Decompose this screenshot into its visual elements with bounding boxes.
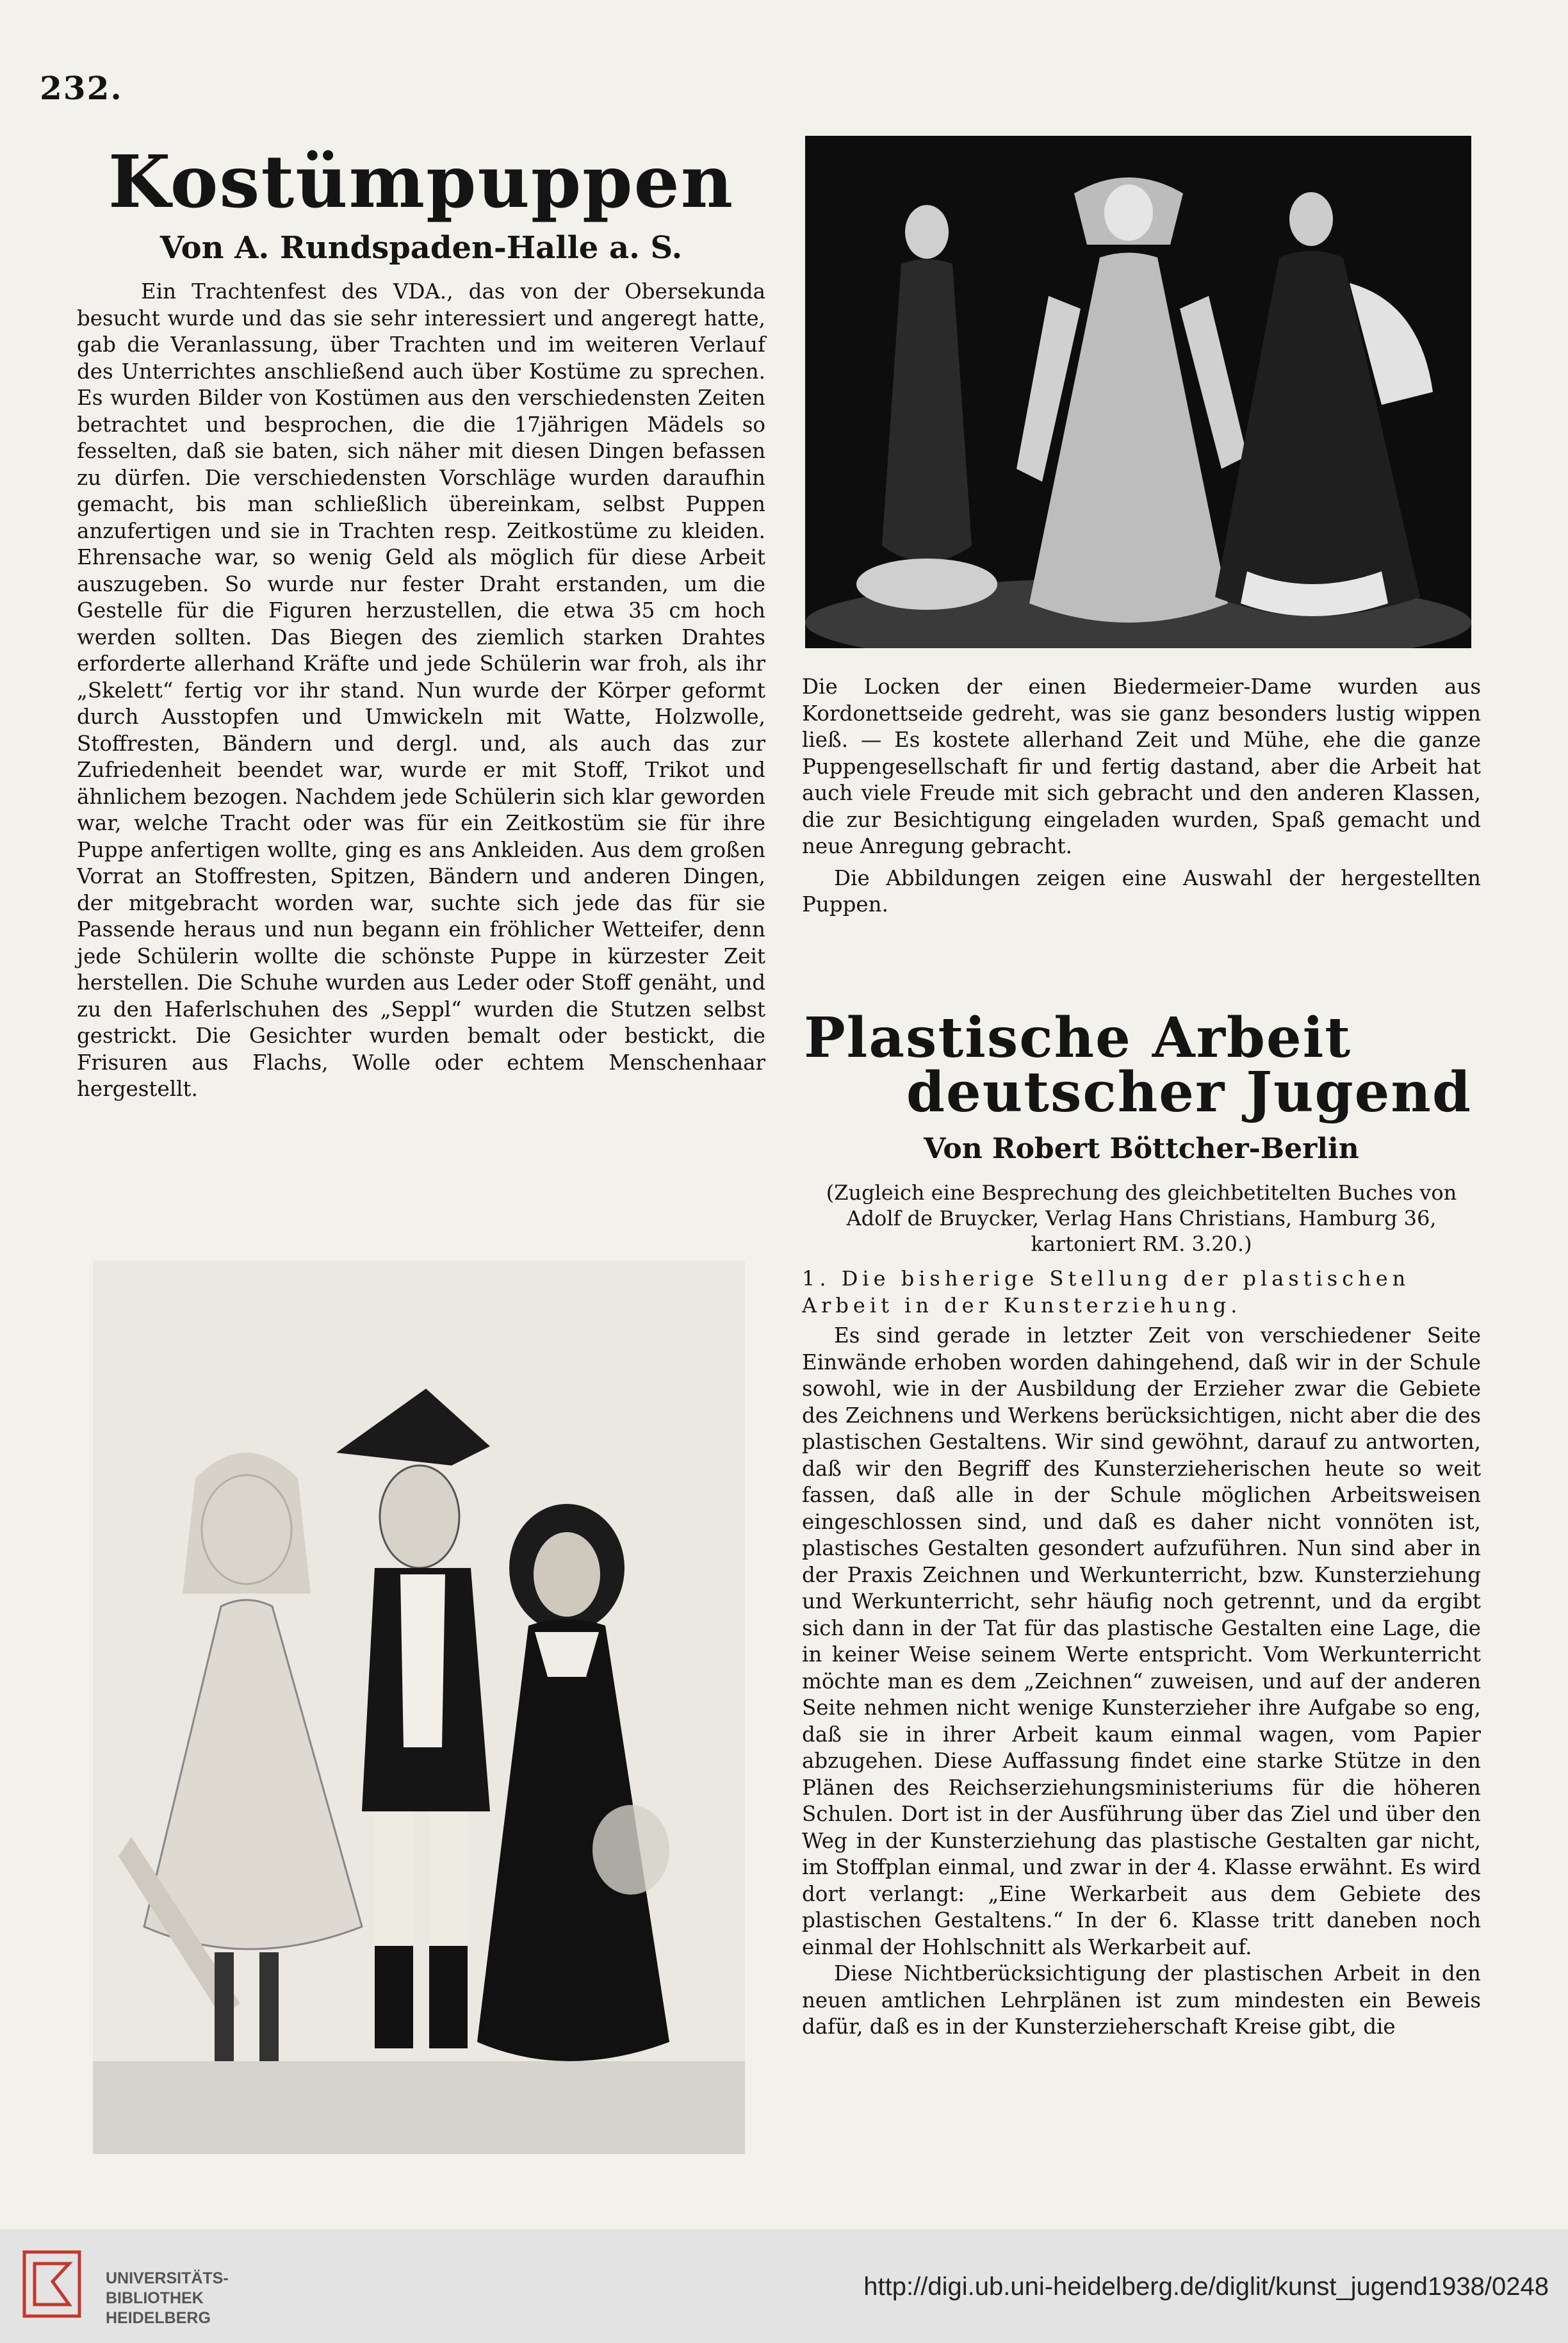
university-logo xyxy=(19,2248,229,2327)
article-kostuempuppen-continuation xyxy=(802,674,1481,918)
article-author: Von A. Rundspaden-Halle a. S. xyxy=(159,230,683,266)
doll-photo-graphic xyxy=(805,136,1471,648)
library-name-line2: BIBLIOTHEK xyxy=(106,2289,204,2307)
continuation-paragraph: Die Locken der einen Biedermeier-Dame wurden aus Kordonettseide gedreht, was sie ganz besonders lustig wippen ließ. — Es kostete allerhand Zeit und Mühe, ehe die ganze Puppengesellschaft fir und fertig dastand, aber die Arbeit hat auch viele Freude mit sich gebracht und den anderen Klassen, die zur Besichtigung eingeladen wurden, Spaß gemacht und neue Anregung gebracht. xyxy=(802,674,1481,858)
article2-paragraph: Diese Nichtberücksichtigung der plastischen Arbeit in den neuen amtlichen Lehrplänen ist zum mindesten ein Beweis dafür, daß es in der Kunsterzieherschaft Kreise gibt, die xyxy=(802,1961,1481,2039)
page-number: 232. xyxy=(40,69,123,107)
doll-photo-graphic xyxy=(93,1261,745,2154)
library-name xyxy=(106,2269,229,2328)
article-paragraph: Ein Trachtenfest des VDA., das von der Obersekunda besucht wurde und das sie sehr interessiert und angeregt hatte, gab die Veranlassung, über Trachten und im weiteren Verlauf des Unterrichtes anschließend auch über Kostüme zu sprechen. Es wurden Bilder von Kostümen aus den verschiedensten Zeiten betrachtet und besprochen, die die 17jährigen Mädels so fesselten, daß sie baten, sich näher mit diesen Dingen befassen zu dürfen. Die verschiedensten Vorschläge wurden daraufhin gemacht, bis man schließlich übereinkam, selbst Puppen anzufertigen und sie in Trachten resp. Zeitkostüme zu kleiden. Ehrensache war, so wenig Geld als möglich für diese Arbeit auszugeben. So wurde nur fester Draht erstanden, um die Gestelle für die Figuren herzustellen, die etwa 35 cm hoch werden sollten. Das Biegen des ziemlich starken Drahtes erforderte allerhand Kräfte und jede Schülerin war froh, als ihr „Skelett“ fertig vor ihr stand. Nun wurde der Körper geformt durch Ausstopfen und Umwickeln mit Watte, Holzwolle, Stoffresten, Bändern und dergl. und, als auch das zur Zufriedenheit beendet war, wurde er mit Stoff, Trikot und ähnlichem bezogen. Nachdem jede Schülerin sich klar geworden war, welche Tracht oder was für ein Zeitkostüm sie für ihre Puppe anfertigen wollte, ging es ans Ankleiden. Aus dem großen Vorrat an Stoffresten, Spitzen, Bändern und anderen Dingen, der mitgebracht worden war, suchte sich jede das für sie Passende heraus und nun begann ein fröhlicher Wetteifer, denn jede Schülerin wollte die schönste Puppe in kürzester Zeit herstellen. Die Schuhe wurden aus Leder oder Stoff genäht, und zu den Haferlschuhen des „Seppl“ wurden die Stutzen selbst gestrickt. Die Gesichter wurden bemalt oder bestickt, die Frisuren aus Flachs, Wolle oder echtem Menschenhaar hergestellt. xyxy=(77,279,765,1101)
article2-subnote: (Zugleich eine Besprechung des gleichbetitelten Buches von Adolf de Bruycker, Verlag Hans Christians, Hamburg 36, kartoniert RM. 3.20.) xyxy=(826,1180,1457,1256)
library-name-line3: HEIDELBERG xyxy=(106,2309,211,2327)
article-kostuempuppen xyxy=(77,138,765,1103)
library-logo-icon xyxy=(19,2248,90,2325)
footer-bar xyxy=(0,2229,1568,2343)
section-heading: 1. Die bisherige Stellung der plastischen Arbeit in der Kunsterziehung. xyxy=(802,1266,1410,1318)
article2-paragraph: Es sind gerade in letzter Zeit von verschiedener Seite Einwände erhoben worden dahingehend, daß wir in der Schule sowohl, wie in der Ausbildung der Erzieher zwar die Gebiete des Zeichnens und Werkens berücksichtigen, nicht aber die des plastischen Gestaltens. Wir sind gewöhnt, darauf zu antworten, daß wir den Begriff des Kunsterzieherischen heute so weit fassen, daß alle in der Schule möglichen Arbeitsweisen eingeschlossen sind, und daß es daher nicht vonnöten ist, plastisches Gestalten gesondert aufzuführen. Nun sind aber in der Praxis Zeichnen und Werkunterricht, bzw. Kunsterziehung und Werkunterricht, sehr häufig noch getrennt, und da ergibt sich dann in der Tat für das plastische Gestalten eine Lage, die in keiner Weise seinem Werte entspricht. Vom Werkunterricht möchte man es dem „Zeichnen“ zuweisen, und auf der anderen Seite nehmen nicht wenige Kunsterzieher ihre Aufgabe so eng, daß sie in ihrer Arbeit kaum einmal wagen, vom Papier abzugehen. Diese Auffassung findet eine starke Stütze in den Plänen des Reichserziehungsministeriums für die höheren Schulen. Dort ist in der Ausführung über das Ziel und über den Weg in der Kunsterziehung das plastische Gestalten gar nicht, im Stoffplan einmal, und zwar in der 4. Klasse erwähnt. Es wird dort verlangt: „Eine Werkarbeit aus dem Gebiete des plastischen Gestaltens.“ In der 6. Klasse tritt daneben noch einmal der Hohlschnitt als Werkarbeit auf. xyxy=(802,1323,1481,1959)
library-name-line1: UNIVERSITÄTS- xyxy=(106,2269,229,2287)
article2-author: Von Robert Böttcher-Berlin xyxy=(924,1132,1359,1165)
continuation-paragraph: Die Abbildungen zeigen eine Auswahl der hergestellten Puppen. xyxy=(802,865,1481,917)
photo-three-costume-dolls xyxy=(805,136,1471,648)
photo-three-dolls xyxy=(93,1261,745,2154)
article-plastische-arbeit xyxy=(802,1265,1481,2041)
article-title: Kostümpuppen xyxy=(108,140,735,224)
article2-title-line2: deutscher Jugend xyxy=(906,1060,1472,1125)
article2-title-line1: Plastische Arbeit xyxy=(804,1006,1352,1070)
source-url-link[interactable]: http://digi.ub.uni-heidelberg.de/diglit/kunst_jugend1938/0248 xyxy=(863,2273,1549,2301)
